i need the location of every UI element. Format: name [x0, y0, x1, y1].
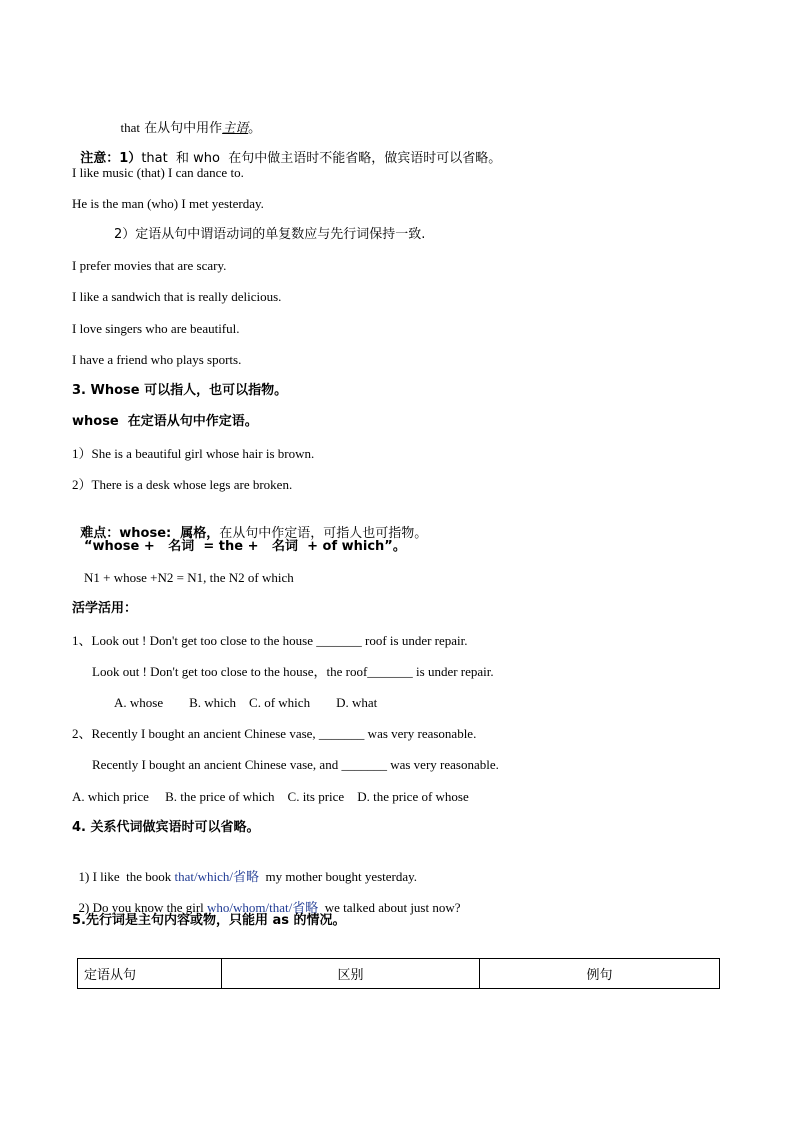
underlined-term: 主语	[222, 121, 249, 136]
section-heading: 活学活用：	[72, 601, 138, 616]
text-line	[72, 132, 502, 166]
example-sentence: I have a friend who plays sports.	[72, 352, 242, 367]
text-run: 2) Do you know the girl	[78, 900, 208, 915]
exercise-question: 1、Look out ! Don't get too close to the house _______ roof is under repair.	[72, 633, 468, 648]
example-sentence	[72, 850, 418, 884]
answer-options: A. whose B. which C. of which D. what	[114, 695, 378, 710]
exercise-question: Look out ! Don't get too close to the house，the roof_______ is under repair.	[92, 664, 494, 679]
text-run: 在从句中用作	[140, 121, 223, 136]
text-run: we talked about just now?	[318, 900, 461, 915]
text-run: that	[120, 120, 140, 135]
text-run: that 和 who 在句中做主语时不能省略，做宾语时可以省略。	[141, 151, 502, 166]
example-sentence: I like music (that) I can dance to.	[72, 165, 244, 180]
example-sentence: I love singers who are beautiful.	[72, 321, 240, 336]
difficulty-label: 难点：whose: 属格，	[80, 526, 220, 541]
note-label: 注意：1）	[80, 151, 142, 166]
example-sentence: I prefer movies that are scary.	[72, 258, 227, 273]
section-heading: 3. Whose 可以指人，也可以指物。	[72, 383, 288, 398]
text-run: 1) I like the book	[78, 869, 175, 884]
text-line	[114, 101, 262, 136]
answer-options: A. which price B. the price of which C. its price D. the price of whose	[72, 789, 469, 804]
exercise-question: Recently I bought an ancient Chinese vase, and _______ was very reasonable.	[92, 757, 499, 772]
comparison-table	[77, 958, 720, 989]
rule-line: whose 在定语从句中作定语。	[72, 414, 258, 429]
example-sentence: I like a sandwich that is really delicious.	[72, 289, 282, 304]
rule-line: 2）定语从句中谓语动词的单复数应与先行词保持一致.	[114, 227, 426, 242]
example-sentence: 1）She is a beautiful girl whose hair is brown.	[72, 446, 315, 461]
exercise-question: 2、Recently I bought an ancient Chinese vase, _______ was very reasonable.	[72, 726, 477, 741]
table-row	[78, 959, 720, 989]
text-run: 在从句中作定语，可指人也可指物。	[219, 526, 428, 541]
text-line	[72, 507, 428, 541]
highlighted-answer: who/whom/that/省略	[207, 900, 319, 915]
formula-line: “whose + 名词 = the + 名词 + of which”。	[84, 539, 406, 554]
section-heading: 4. 关系代词做宾语时可以省略。	[72, 820, 260, 835]
text-run: my mother bought yesterday.	[259, 869, 418, 884]
section-heading: 5.先行词是主句内容或物，只能用 as 的情况。	[72, 913, 346, 928]
highlighted-answer: that/which/省略	[174, 869, 260, 884]
example-sentence: He is the man (who) I met yesterday.	[72, 196, 264, 211]
example-sentence: 2）There is a desk whose legs are broken.	[72, 477, 293, 492]
table-cell: 例句	[480, 959, 720, 989]
text-run: 。	[248, 121, 262, 136]
formula-line: N1 + whose +N2 = N1, the N2 of which	[84, 570, 294, 585]
example-sentence	[72, 881, 461, 915]
table-cell: 区别	[222, 959, 480, 989]
table-cell: 定语从句	[78, 959, 222, 989]
